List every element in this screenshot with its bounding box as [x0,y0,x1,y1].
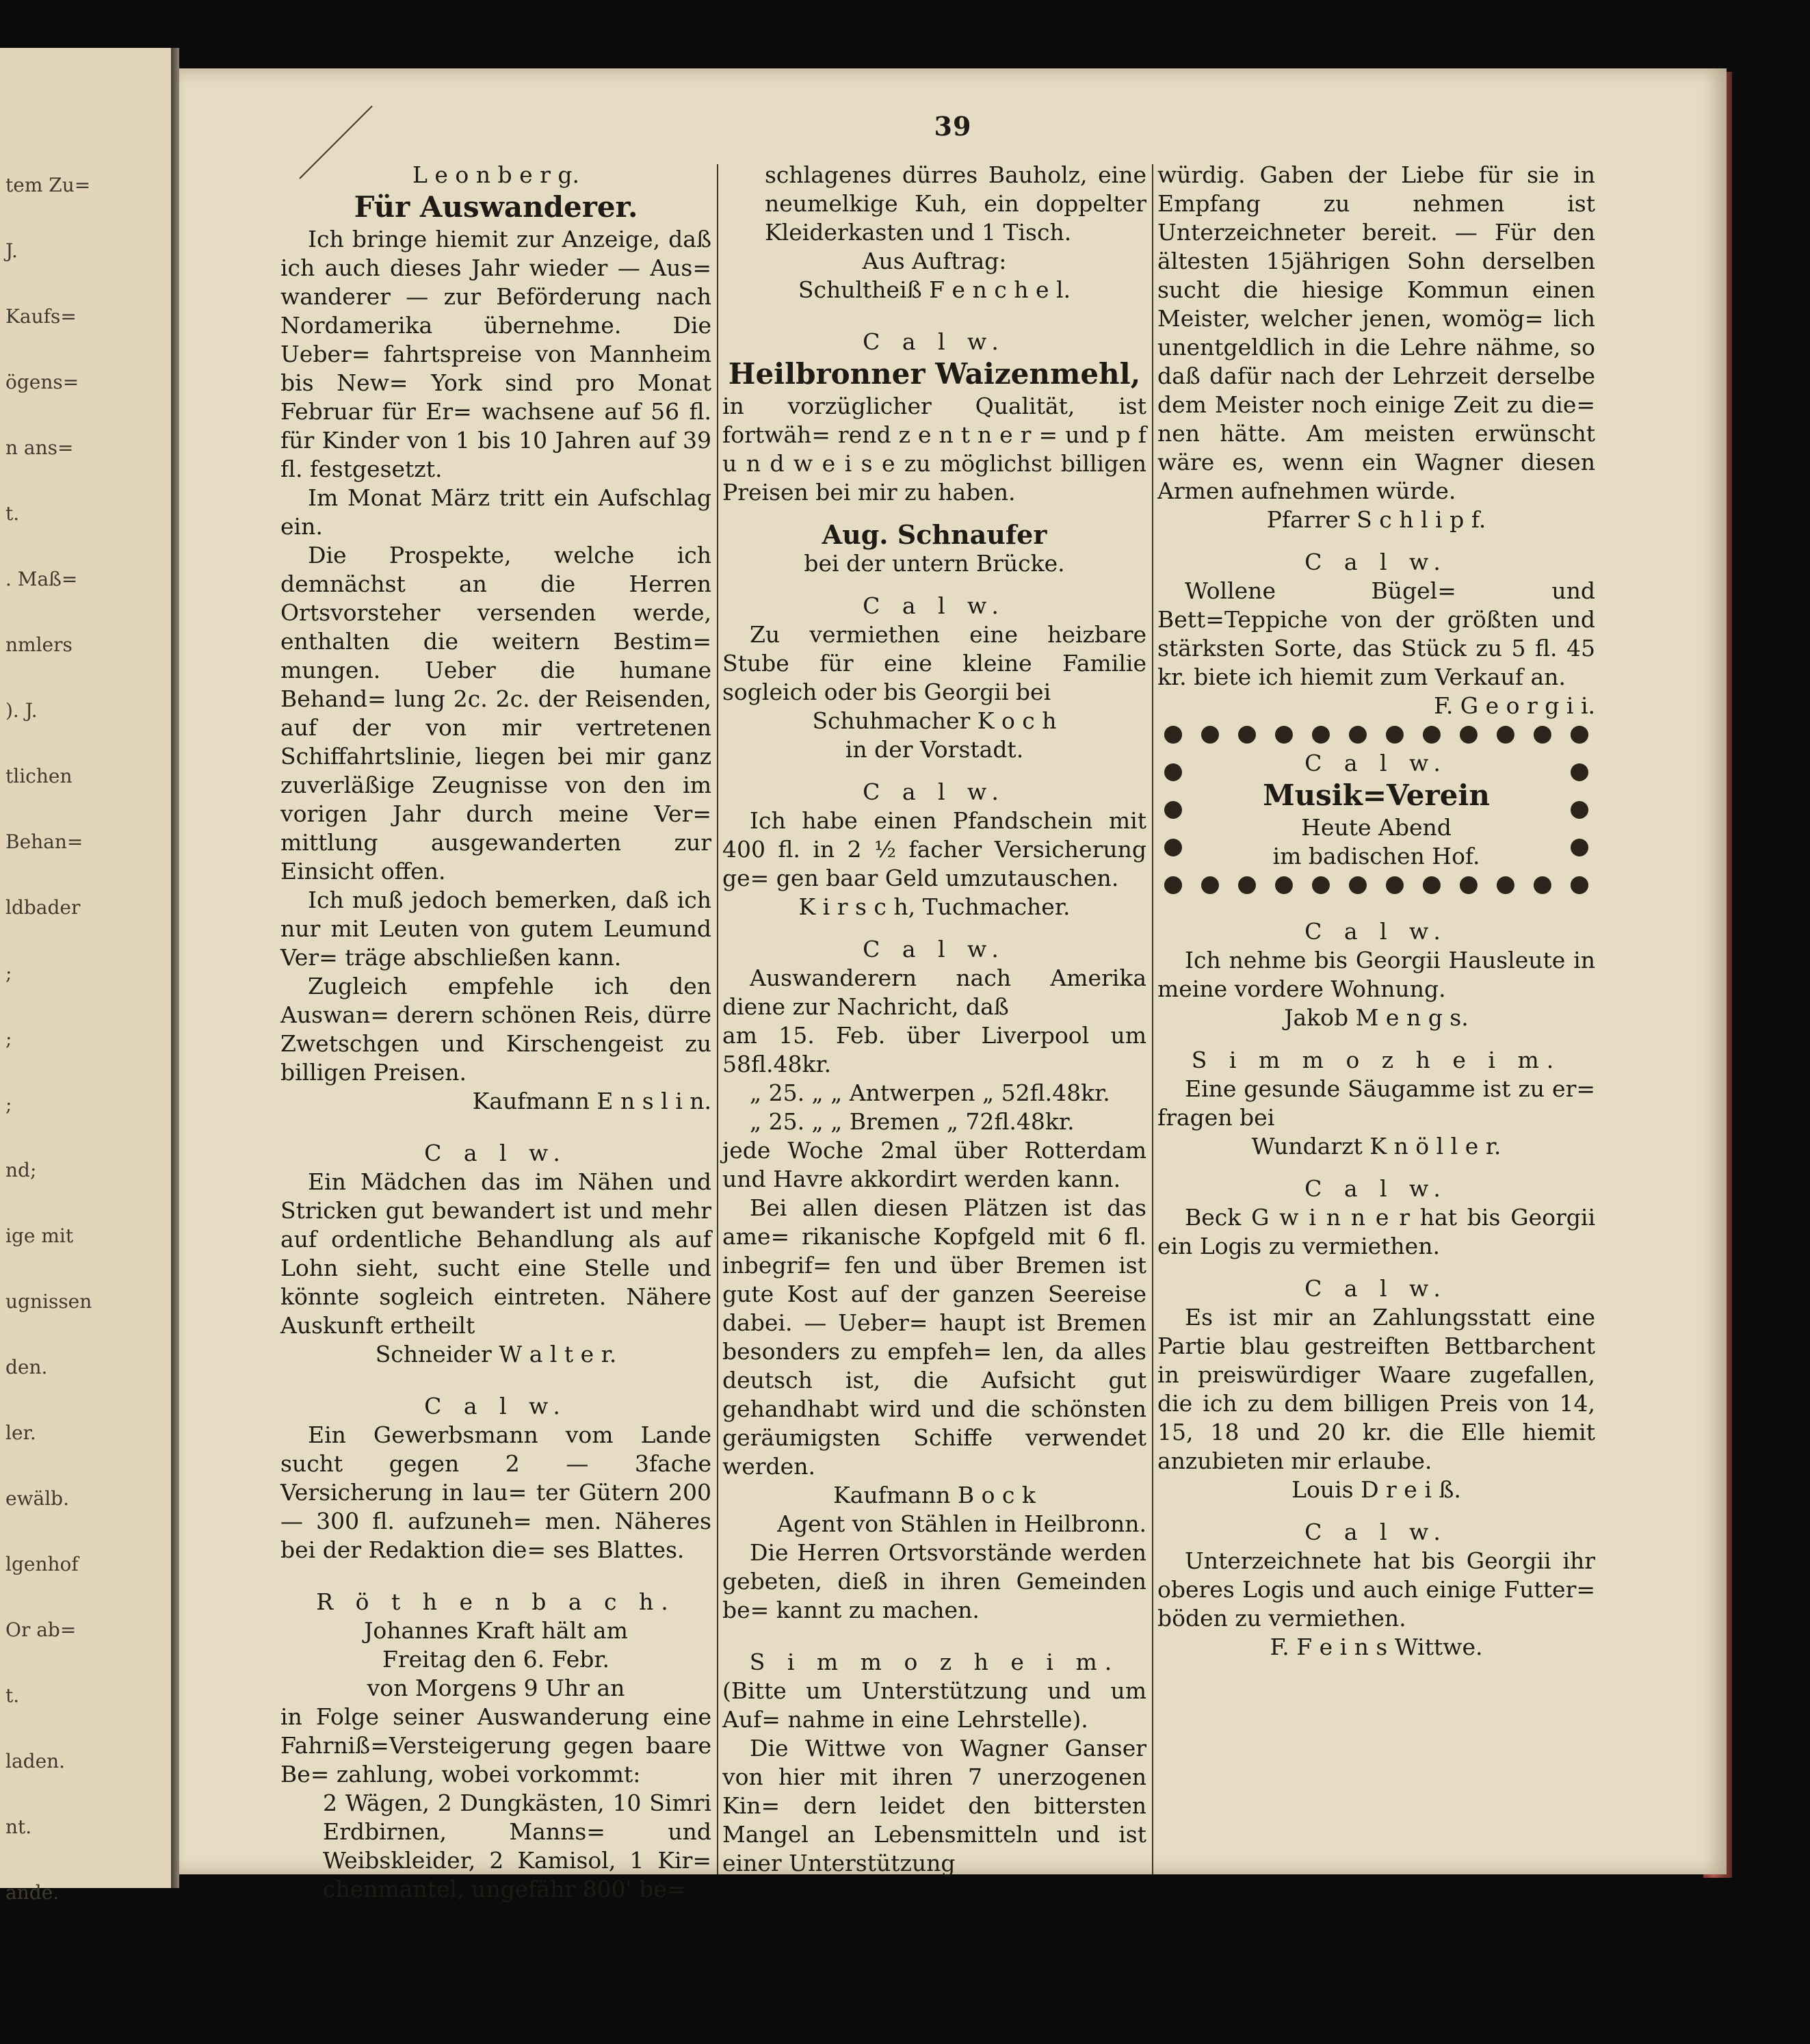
music-club-notice [1164,726,1588,894]
ad-text: von Morgens 9 Uhr an [367,1675,625,1701]
ad-text: schlagenes dürres Bauholz, eine neumelkige Kuh, ein doppelter Kleiderkasten und 1 Tisch. [765,161,1146,246]
left-page-text-fragment: ldbader [5,896,81,919]
ad-text: C a l w. [1304,918,1448,945]
left-page-text-fragment: tlichen [5,765,73,787]
ad-text: (Bitte um Unterstützung und um Auf= nahme in eine Lehrstelle). [722,1677,1146,1733]
ad-text: Johannes Kraft hält am [364,1617,628,1644]
spacer [722,764,1146,778]
spacer [722,921,1146,935]
column-1 [280,161,711,1904]
spacer [722,304,1146,328]
ad-text: C a l w. [424,1393,568,1419]
ad-heading: Aug. Schnaufer [822,519,1047,550]
ad-text: C a l w. [424,1140,568,1166]
column-3-top [1157,161,1595,720]
notice-line: im badischen Hof. [1272,843,1480,869]
ad-text: am 15. Feb. über Liverpool um 58fl.48kr. [722,1022,1146,1077]
ad-text: Beck G w i n n e r hat bis Georgii ein Logis zu vermiethen. [1157,1204,1595,1259]
ad-text: Kaufmann B o c k [833,1482,1036,1508]
left-page-text-fragment: ; [5,1027,12,1050]
ad-text: Pfarrer S c h l i p f. [1266,506,1486,533]
ad-text: Jakob M e n g s. [1284,1004,1469,1031]
ad-text: Im Monat März tritt ein Aufschlag ein. [280,484,711,540]
left-page-text-fragment: ande. [5,1881,60,1904]
ad-text: Wollene Bügel= und Bett=Teppiche von der größten und stärksten Sorte, das Stück zu 5 fl. 45 kr. biete ich hiemit zum Verkauf an. [1157,577,1595,690]
notice-line: Heute Abend [1301,814,1452,841]
left-page-text-fragment: Kaufs= [5,305,77,328]
ad-text: C a l w. [1304,549,1448,575]
ad-text: C a l w. [1304,1175,1448,1202]
left-page-text-fragment: nmlers [5,633,73,656]
left-page-text-fragment: ewälb. [5,1487,70,1510]
book-gutter [171,48,179,1888]
spacer [1157,1032,1595,1046]
ad-text: bei der untern Brücke. [804,550,1065,577]
spacer [280,1369,711,1392]
ad-text: F. G e o r g i i. [1434,692,1595,719]
ad-text: Ein Mädchen das im Nähen und Stricken gut bewandert ist und mehr auf ordentliche Behandlung als auf Lohn sieht, sucht eine Stelle und könnte sogleich eintreten. Nähere Auskunft ertheilt [280,1168,711,1339]
ad-text: Ich nehme bis Georgii Hausleute in meine vordere Wohnung. [1157,947,1595,1002]
ad-text: Es ist mir an Zahlungsstatt eine Partie blau gestreiften Bettbarchent in preiswürdiger Waare zugefallen, die ich zu dem billigen Preis von 14, 15, 18 und 20 kr. die Elle hiemit anzubieten mir erlaube. [1157,1304,1595,1474]
left-page-text-fragment: tem Zu= [5,174,91,196]
ad-text: K i r s c h, Tuchmacher. [798,893,1071,920]
ad-text: Ein Gewerbsmann vom Lande sucht gegen 2 — 3fache Versicherung in lau= ter Gütern 200 — 300 fl. aufzuneh= men. Näheres bei der Redaktion die= ses Blattes. [280,1421,711,1563]
ad-text: Eine gesunde Säugamme ist zu er= fragen bei [1157,1075,1595,1131]
ad-text: Ich habe einen Pfandschein mit 400 fl. in 2 ½ facher Versicherung ge= gen baar Geld umzutauschen. [722,807,1146,891]
left-page-text-fragment: nt. [5,1816,32,1838]
spacer [1157,1261,1595,1274]
ad-text: „ 25. „ „ Bremen „ 72fl.48kr. [750,1108,1075,1135]
left-page-text-fragment: lgenhof [5,1553,79,1575]
spacer [1157,1161,1595,1175]
ad-text: jede Woche 2mal über Rotterdam und Havre akkordirt werden kann. [722,1137,1146,1192]
ad-text: C a l w. [863,328,1006,355]
ad-text: Wundarzt K n ö l l e r. [1251,1133,1501,1159]
left-page-text-fragment: ; [5,962,12,984]
ad-text: Auswanderern nach Amerika diene zur Nachricht, daß [722,965,1146,1020]
left-page-text-fragment: n ans= [5,436,74,459]
ad-heading: Für Auswanderer. [354,190,638,224]
spacer [1157,534,1595,548]
spacer [722,578,1146,592]
ad-text: Freitag den 6. Febr. [382,1646,610,1673]
ad-text: Schuhmacher K o c h [812,707,1057,734]
column-2 [722,161,1146,1878]
notice-town: C a l w. [1304,750,1448,776]
ad-text: S i m m o z h e i m. [1191,1047,1562,1073]
ad-text: C a l w. [863,592,1006,619]
ad-text: C a l w. [863,936,1006,962]
ad-text: C a l w. [1304,1519,1448,1545]
left-page-text-fragment: nd; [5,1159,37,1181]
ad-text: Die Wittwe von Wagner Ganser von hier mit ihren 7 unerzogenen Kin= dern leidet den bittersten Mangel an Lebensmitteln und ist einer Unterstützung [722,1735,1146,1876]
left-page-text-fragment: ige mit [5,1224,74,1247]
column-3 [1157,161,1595,1662]
ad-text: Unterzeichnete hat bis Georgii ihr oberes Logis und auch einige Futter= böden zu vermiethen. [1157,1547,1595,1632]
column-rule [1152,164,1153,1874]
ad-text: S i m m o z h e i m. [749,1649,1120,1675]
spacer [280,1116,711,1139]
spacer [1157,1504,1595,1518]
left-page-fragment [0,48,173,1904]
ad-text: Die Prospekte, welche ich demnächst an die Herren Ortsvorsteher versenden werde, enthalten die weitern Bestim= mungen. Ueber die humane Behand= lung 2c. 2c. der Reisenden, auf der von mir vertretenen Schiffahrtslinie, liegen bei mir ganz zuverläßige Zeugnisse von den im vorigen Jahr durch meine Ver= mittlung ausgewanderten zur Einsicht offen. [280,542,711,885]
column-rule [717,164,718,1874]
left-page-text-fragment: ler. [5,1421,36,1444]
left-page-text-fragment: t. [5,502,20,525]
ad-text: in der Vorstadt. [845,736,1024,763]
ad-text: C a l w. [863,778,1006,805]
ad-text: Ich muß jedoch bemerken, daß ich nur mit Leuten von gutem Leumund Ver= träge abschließen kann. [280,887,711,971]
ad-text: 2 Wägen, 2 Dungkästen, 10 Simri Erdbirnen, Manns= und Weibskleider, 2 Kamisol, 1 Kir= chenmantel, ungefähr 800' be= [323,1790,711,1902]
ad-text: C a l w. [1304,1275,1448,1302]
ad-heading: Heilbronner Waizenmehl, [728,357,1141,391]
ad-text: Agent von Stählen in Heilbronn. [777,1510,1146,1537]
left-page-text-fragment: t. [5,1684,20,1707]
left-page-text-fragment: Behan= [5,830,83,853]
left-page-text-fragment: laden. [5,1750,66,1772]
left-page-text-fragment: ögens= [5,371,79,393]
ad-text: Schultheiß F e n c h e l. [798,276,1071,303]
ad-text: Zu vermiethen eine heizbare Stube für eine kleine Familie sogleich oder bis Georgii bei [722,621,1146,705]
ad-text: Zugleich empfehle ich den Auswan= derern schönen Reis, dürre Zwetschgen und Kirschengeist zu billigen Preisen. [280,973,711,1086]
left-page-text-fragment: ugnissen [5,1290,92,1313]
ad-text: Louis D r e i ß. [1291,1476,1461,1503]
ad-text: „ 25. „ „ Antwerpen „ 52fl.48kr. [750,1079,1110,1106]
spacer [722,1625,1146,1648]
ad-text: Aus Auftrag: [862,248,1007,274]
left-page-text-fragment: den. [5,1356,48,1378]
ad-text: würdig. Gaben der Liebe für sie in Empfang zu nehmen ist Unterzeichneter bereit. — Für den ältesten 15jährigen Sohn derselben sucht die hiesige Kommun einen Meister, welcher jenen, womög= lich unentgeldlich in die Lehre nähme, so daß dafür nach der Lehrzeit derselbe dem Meister noch einige Zeit zu die= nen hätte. Am meisten erwünscht wäre es, wenn ein Wagner diesen Armen aufnehmen würde. [1157,161,1595,504]
spacer [722,507,1146,521]
ad-text: Ich bringe hiemit zur Anzeige, daß ich auch dieses Jahr wieder — Aus= wanderer — zur Beförderung nach Nordamerika übernehme. Die Ueber= fahrtspreise von Mannheim bis New= York sind pro Monat Februar für Er= wachsene auf 56 fl. für Kinder von 1 bis 10 Jahren auf 39 fl. festgesetzt. [280,226,711,482]
spacer [280,1564,711,1588]
left-page-text-fragment: J. [5,239,18,262]
ad-text: Bei allen diesen Plätzen ist das ame= rikanische Kopfgeld mit 6 fl. inbegrif= fen und über Bremen ist gute Kost auf der ganzen Seereise dabei. — Ueber= haupt ist Bremen besonders zu empfeh= len, da alles deutsch ist, die Aufsicht gut gehandhabt wird und die schönsten geräumigsten Schiffe verwendet werden. [722,1194,1146,1480]
spacer [1157,894,1595,917]
left-page-text-fragment: ; [5,1093,12,1116]
ad-text: in vorzüglicher Qualität, ist fortwäh= rend z e n t n e r = und p f u n d w e i s e zu möglichst billigen Preisen bei mir zu haben. [722,393,1146,506]
page-number: 39 [934,111,972,142]
left-page-text-fragment: ). J. [5,699,38,722]
left-page-text-fragment: . Maß= [5,568,78,590]
ad-text: L e o n b e r g. [412,161,580,188]
notice-title: Musik=Verein [1263,778,1490,812]
ad-text: in Folge seiner Auswanderung eine Fahrniß=Versteigerung gegen baare Be= zahlung, wobei vorkommt: [280,1703,711,1787]
column-3-bottom [1157,894,1595,1662]
ad-text: Schneider W a l t e r. [375,1341,617,1367]
ad-text: Kaufmann E n s l i n. [472,1088,711,1114]
ad-text: F. F e i n s Wittwe. [1270,1634,1483,1660]
left-page-text-fragment: Or ab= [5,1619,77,1641]
ad-text: Die Herren Ortsvorstände werden gebeten, dieß in ihren Gemeinden be= kannt zu machen. [722,1539,1146,1623]
ad-text: R ö t h e n b a c h. [316,1588,676,1615]
newspaper-page [179,68,1727,1902]
